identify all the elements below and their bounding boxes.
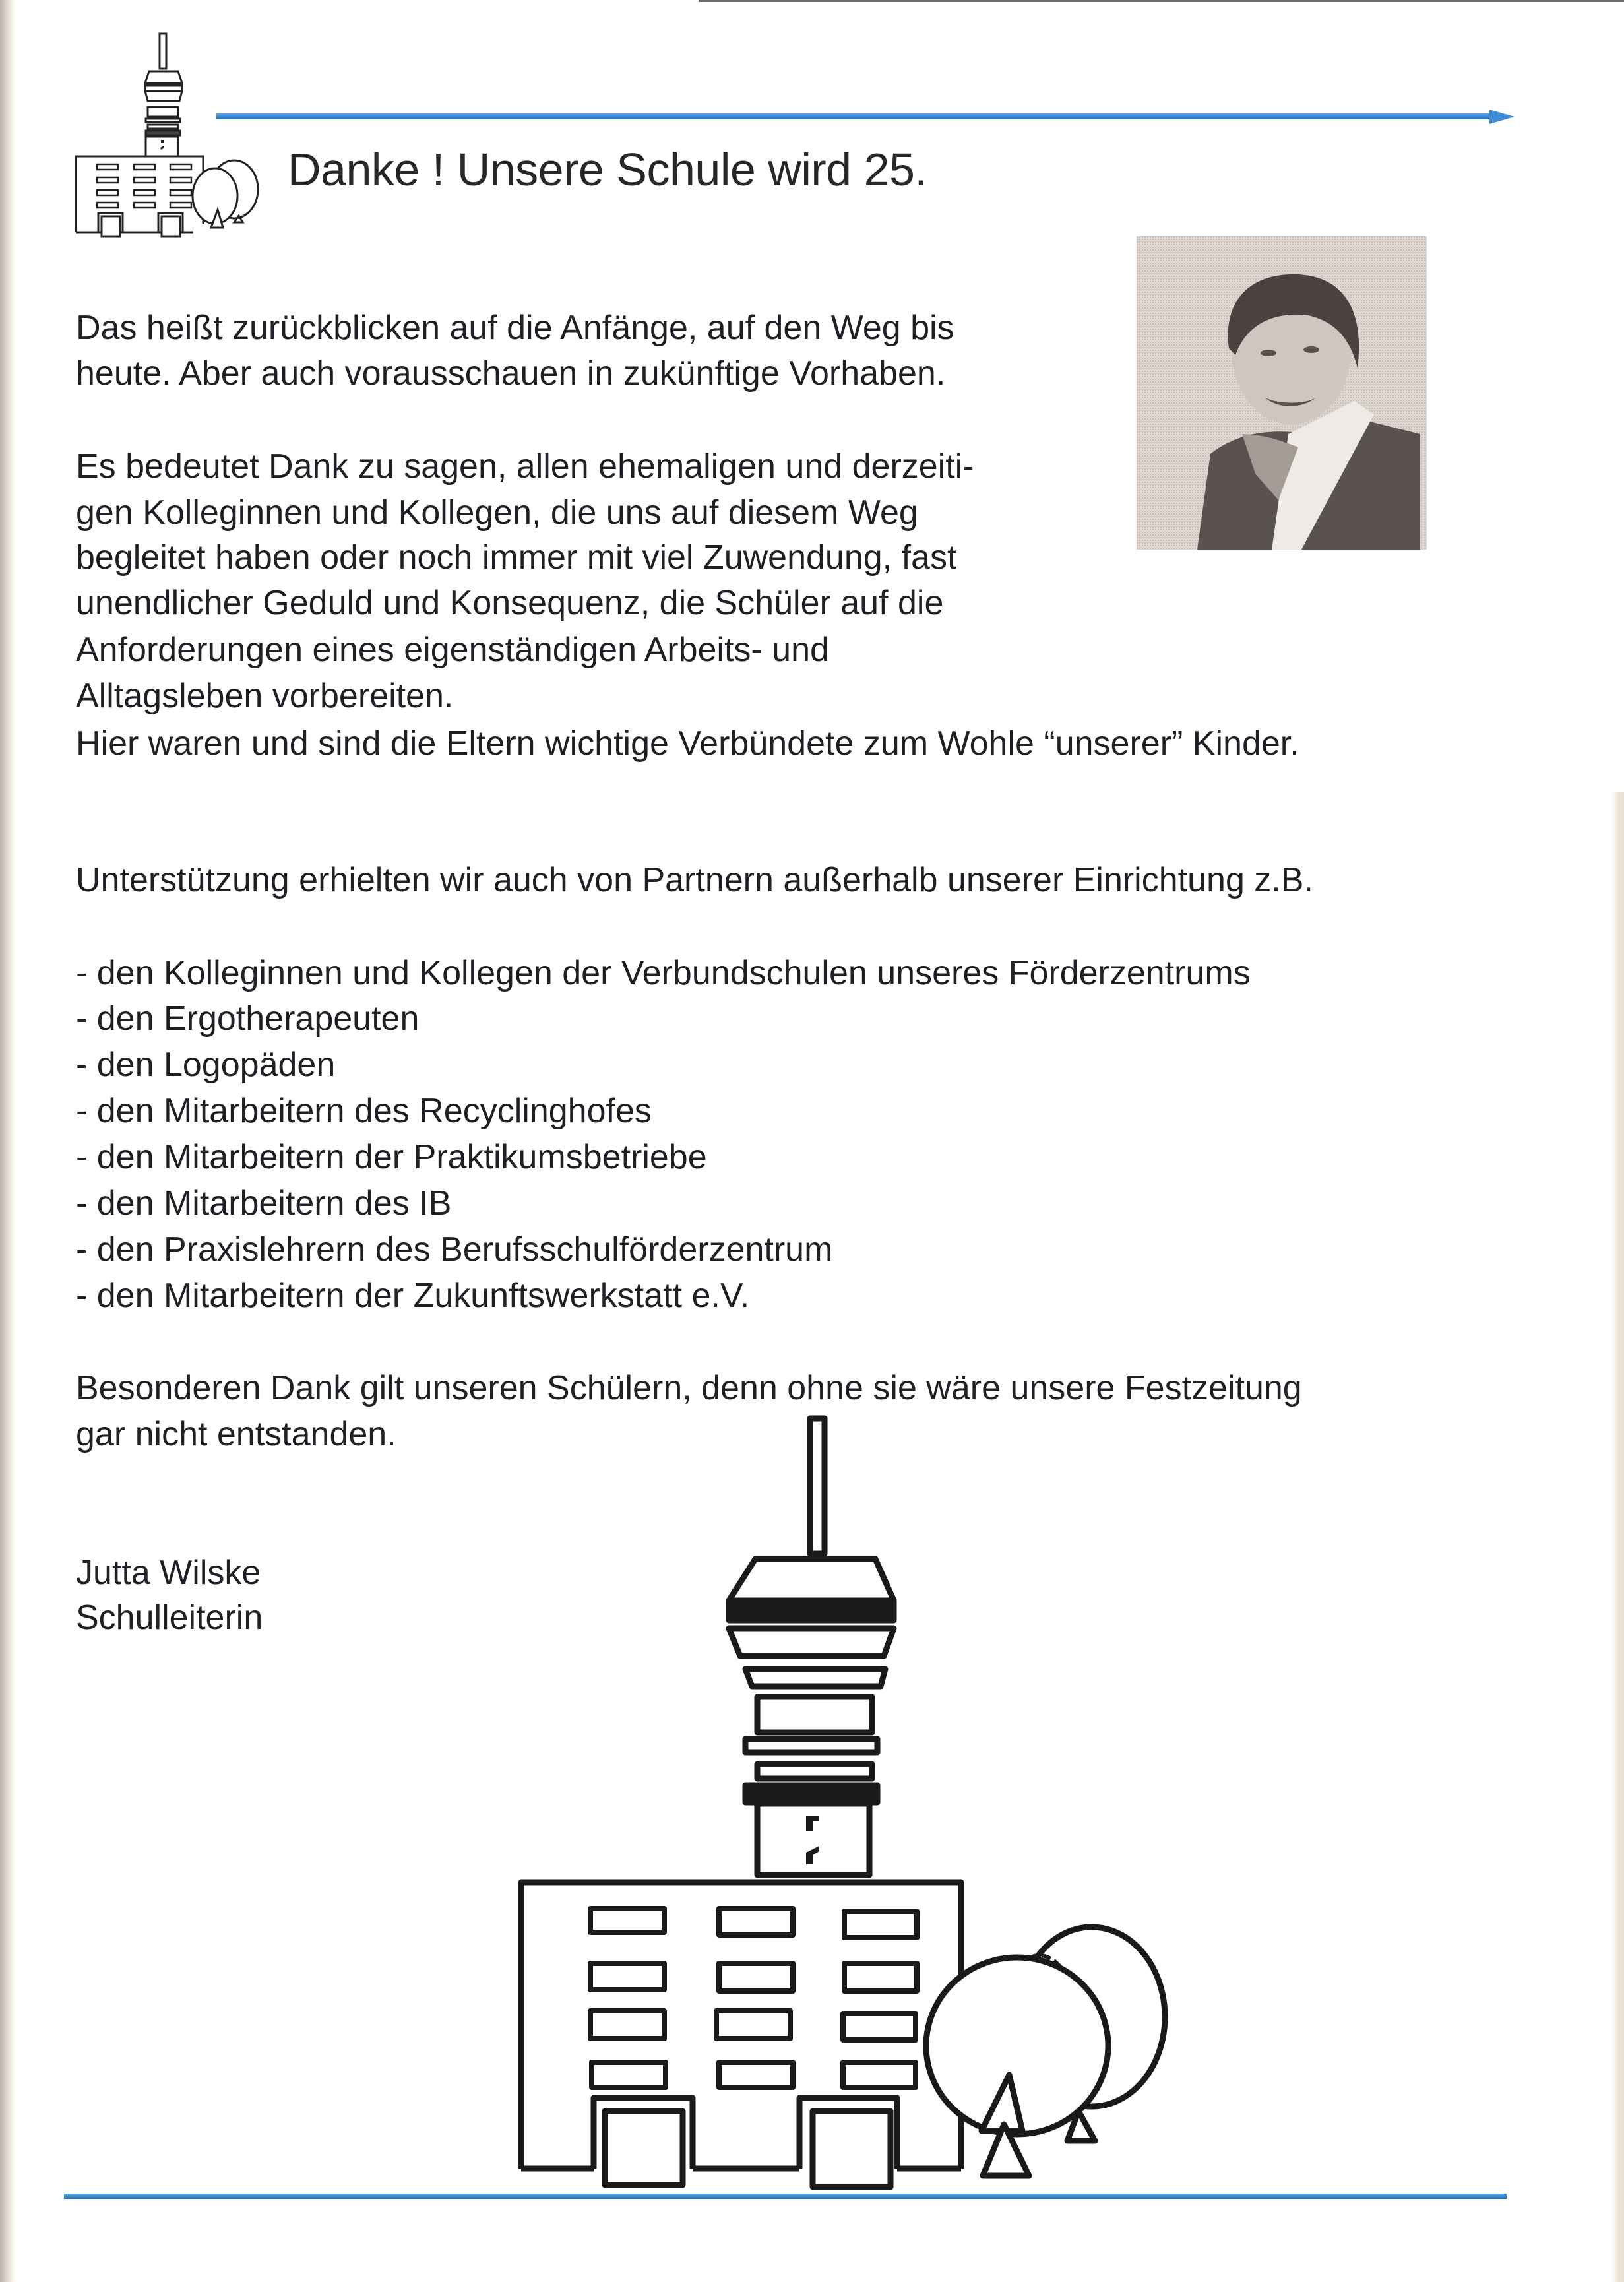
signature-role: Schulleiterin [76,1599,263,1637]
portrait-image [1137,236,1427,550]
support-intro: Unterstützung erhielten wir auch von Partnern außerhalb unserer Einrichtung z.B. [76,861,1313,899]
footer-rule [64,2194,1507,2199]
intro-line: Das heißt zurückblicken auf die Anfänge, auf den Weg bis [76,309,954,347]
closing-line: gar nicht entstanden. [76,1415,396,1453]
support-list-item: - den Kolleginnen und Kollegen der Verbundschulen unseres Förderzentrums [76,954,1251,992]
support-list-item: - den Mitarbeitern des IB [76,1184,452,1222]
support-list-item: - den Praxislehrern des Berufsschulförderzentrum [76,1230,833,1269]
signature-name: Jutta Wilske [76,1554,261,1592]
thanks-line: begleitet haben oder noch immer mit viel Zuwendung, fast [76,538,957,577]
page-title: Danke ! Unsere Schule wird 25. [288,144,927,195]
closing-line: Besonderen Dank gilt unseren Schülern, denn ohne sie wäre unsere Festzeitung [76,1369,1302,1407]
thanks-line: Anforderungen eines eigenständigen Arbeits- und [76,631,829,669]
support-list-item: - den Ergotherapeuten [76,999,420,1038]
thanks-line: Es bedeutet Dank zu sagen, allen ehemaligen und derzeiti- [76,447,974,486]
thanks-line: Hier waren und sind die Eltern wichtige Verbündete zum Wohle “unserer” Kinder. [76,724,1299,763]
support-list-item: - den Mitarbeitern der Zukunftswerkstatt e.V. [76,1277,750,1315]
principal-photo [1137,236,1427,550]
thanks-line: gen Kolleginnen und Kollegen, die uns auf diesem Weg [76,493,918,532]
header-arrow-icon [216,110,1515,124]
thanks-line: Alltagsleben vorbereiten. [76,677,454,715]
intro-line: heute. Aber auch vorausschauen in zukünftige Vorhaben. [76,354,946,393]
school-logo-large-icon [521,1418,1165,2187]
support-list-item: - den Mitarbeitern des Recyclinghofes [76,1092,652,1130]
support-list-item: - den Mitarbeitern der Praktikumsbetriebe [76,1138,707,1176]
school-logo-small-icon [76,34,258,236]
thanks-line: unendlicher Geduld und Konsequenz, die Schüler auf die [76,584,944,622]
support-list-item: - den Logopäden [76,1046,336,1084]
